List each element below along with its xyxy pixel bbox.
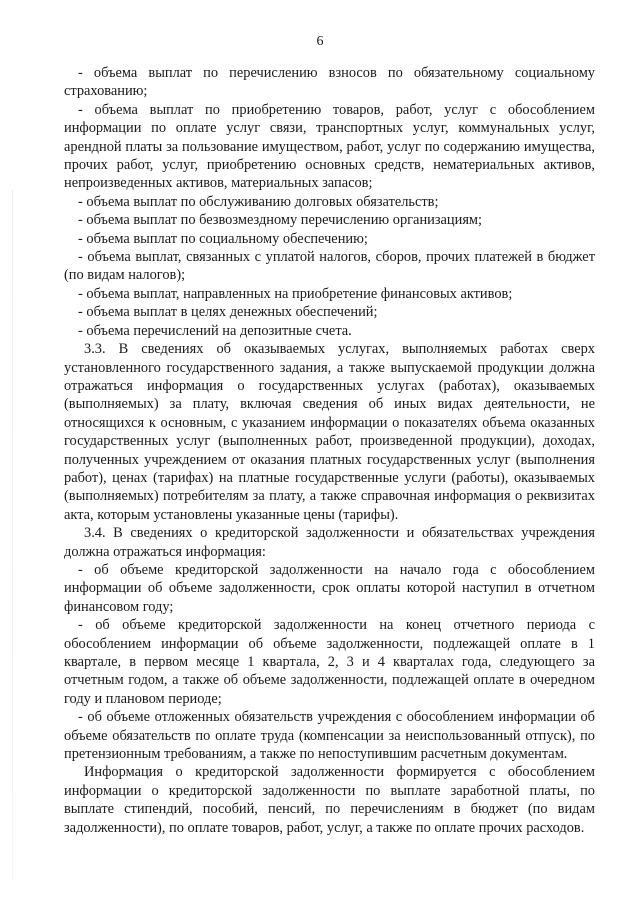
- paragraph-insurance-contributions: - объема выплат по перечислению взносов по обязательному социальному страхованию;: [64, 65, 595, 100]
- section-3-4: 3.4. В сведениях о кредиторской задолженности и обязательствах учреждения должна отражаться информация:: [64, 525, 595, 560]
- paragraph-payables-information: Информация о кредиторской задолженности формируется с обособлением информации о кредиторской задолженности по выплате заработной платы, по выплате стипендий, пособий, пенсий, по перечислениям в бюджет (по видам задолженности), по оплате товаров, работ, услуг, а также по оплате прочих расходов.: [64, 764, 595, 836]
- paragraph-goods-works-services: - объема выплат по приобретению товаров, работ, услуг с обособлением информации по оплате услуг связи, транспортных услуг, коммунальных услуг, арендной платы за пользование имуществом, работ, услуг по содержанию имущества, прочих работ, услуг, приобретению основных средств, нематериальных активов, непроизведенных активов, материальных запасов;: [64, 101, 595, 192]
- paragraph-deposit-transfers: - объема перечислений на депозитные счета.: [78, 322, 352, 339]
- paragraph-debt-servicing: - объема выплат по обслуживанию долговых обязательств;: [78, 193, 439, 210]
- paragraph-taxes-fees: - объема выплат, связанных с уплатой налогов, сборов, прочих платежей в бюджет (по видам налогов);: [64, 249, 595, 284]
- paragraph-financial-assets: - объема выплат, направленных на приобретение финансовых активов;: [78, 285, 513, 302]
- page-number: 6: [316, 34, 324, 49]
- paragraph-gratuitous-transfers: - объема выплат по безвозмездному перечислению организациям;: [78, 212, 483, 229]
- paragraph-deferred-obligations: - об объеме отложенных обязательств учреждения с обособлением информации об объеме обязательств по оплате труда (компенсации за неиспользованный отпуск), по претензионным требованиям, а также по непоступившим расчетным документам.: [64, 709, 595, 763]
- paragraph-monetary-provisions: - объема выплат в целях денежных обеспечений;: [78, 304, 378, 321]
- scan-edge-shadow: [12, 190, 13, 880]
- document-body: [64, 64, 595, 837]
- paragraph-payables-end-of-period: - об объеме кредиторской задолженности на конец отчетного периода с обособлением информации об объеме задолженности, подлежащей оплате в 1 квартале, в первом месяце 1 квартала, 2, 3 и 4 кварталах года, следующего за отчетным годом, а также об объеме задолженности, подлежащей оплате в очередном году и плановом периоде;: [64, 617, 595, 707]
- section-3-3: 3.3. В сведениях об оказываемых услугах, выполняемых работах сверх установленного государственного задания, а также выпускаемой продукции должна отражаться информация о государственных услугах (работах), оказываемых (выполняемых) за плату, включая сведения об иных видах деятельности, не относящихся к основным, с указанием информации о показателях объема оказанных государственных услуг (выполненных работ, произведенной продукции), доходах, полученных учреждением от оказания платных государственных услуг (выполнения работ), ценах (тарифах) на платные государственные услуги (работы), оказываемых (выполняемых) потребителям за плату, а также справочная информация о реквизитах акта, которым установлены указанные цены (тарифы).: [64, 341, 595, 523]
- paragraph-social-security: - объема выплат по социальному обеспечению;: [78, 230, 368, 247]
- paragraph-payables-start-of-year: - об объеме кредиторской задолженности на начало года с обособлением информации об объеме задолженности, срок оплаты которой наступил в отчетном финансовом году;: [64, 561, 595, 615]
